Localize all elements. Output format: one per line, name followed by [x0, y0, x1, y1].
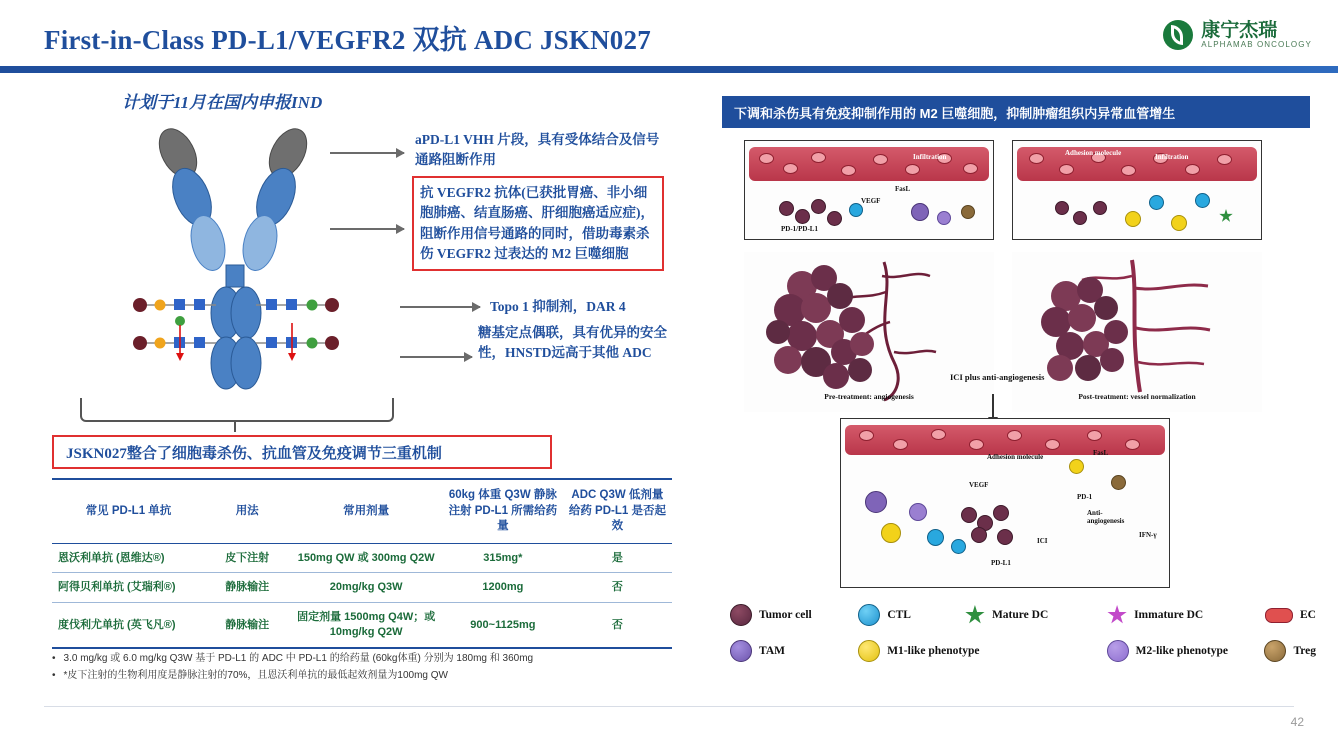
footer-divider	[44, 706, 1294, 707]
cell-effective: 是	[563, 543, 672, 573]
table-row	[52, 543, 672, 573]
label-ici: ICI	[1037, 537, 1048, 545]
tumor-cell-icon	[730, 604, 752, 626]
callout-arrow-1	[330, 152, 404, 154]
caption-pretreatment: Pre-treatment: angiogenesis	[824, 392, 914, 401]
page-number: 42	[1290, 715, 1304, 729]
callout-arrow-3	[400, 306, 480, 308]
legend-label: EC	[1300, 609, 1316, 621]
footnote-1: 3.0 mg/kg 或 6.0 mg/kg Q3W 基于 PD-L1 的 ADC 中 PD-L1 的给药量 (60kg体重) 分别为 180mg 和 360mg	[63, 653, 534, 664]
legend-label: Immature DC	[1134, 609, 1204, 621]
right-panel-banner: 下调和杀伤具有免疫抑制作用的 M2 巨噬细胞，抑制肿瘤组织内异常血管增生	[722, 96, 1310, 128]
label-vegf: VEGF	[861, 197, 881, 205]
logo-english-name: ALPHAMAB ONCOLOGY	[1201, 39, 1312, 49]
header-divider-inner	[0, 73, 1338, 75]
figure-legend	[730, 604, 1316, 676]
col-header-q3w-amount: 60kg 体重 Q3W 静脉注射 PD-L1 所需给药量	[448, 489, 558, 533]
label-vegf: VEGF	[969, 481, 989, 489]
cell-dose: 20mg/kg Q3W	[289, 573, 443, 603]
col-header-adc-effective: ADC Q3W 低剂量给药 PD-L1 是否起效	[568, 489, 666, 533]
company-logo	[1163, 20, 1312, 50]
blood-vessel-graphic	[845, 425, 1165, 455]
cell-dose: 固定剂量 1500mg Q4W；或 10mg/kg Q2W	[289, 603, 443, 648]
figure-panel-pre-immune	[744, 140, 994, 240]
tam-icon	[730, 640, 752, 662]
cell-amount: 1200mg	[443, 573, 563, 603]
page-title: First-in-Class PD-L1/VEGFR2 双抗 ADC JSKN027	[44, 25, 651, 55]
label-fasl: FasL	[895, 185, 911, 193]
callout-conjugation: 糖基定点偶联，具有优异的安全性，HNSTD远高于其他 ADC	[478, 325, 667, 361]
cell-amount: 900~1125mg	[443, 603, 563, 648]
col-header-drug: 常见 PD-L1 单抗	[85, 504, 172, 517]
callout-topo1: Topo 1 抑制剂，DAR 4	[490, 299, 626, 314]
cell-drug: 恩沃利单抗 (恩维达®)	[52, 543, 205, 573]
legend-label: CTL	[887, 609, 911, 621]
legend-label: Tumor cell	[759, 609, 812, 621]
antibody-schematic	[120, 125, 420, 415]
table-row	[52, 603, 672, 648]
figure-panel-posttreatment	[1012, 252, 1262, 412]
label-ici-plus-antiangiogenesis: ICI plus anti-angiogenesis	[950, 372, 1045, 382]
summary-brace-stem	[234, 420, 236, 432]
footnotes: • 3.0 mg/kg 或 6.0 mg/kg Q3W 基于 PD-L1 的 ADC 中 PD-L1 的给药量 (60kg体重) 分别为 180mg 和 360mg • *皮下注射的生物利用度是静脉注射的70%，且恩沃利单抗的最低起效剂量为100mg QW	[52, 650, 692, 684]
label-anti-angiogenesis: Anti-angiogenesis	[1087, 509, 1125, 526]
label-adhesion-molecule: Adhesion molecule	[987, 453, 1044, 461]
cell-drug: 度伐利尤单抗 (英飞凡®)	[52, 603, 205, 648]
logo-chinese-name: 康宁杰瑞	[1201, 19, 1278, 41]
label-pd1-pdl1: PD-1/PD-L1	[781, 225, 818, 233]
legend-label: Mature DC	[991, 609, 1049, 621]
label-adhesion-molecule: Adhesion molecule	[1065, 149, 1122, 157]
col-header-route: 用法	[235, 504, 259, 517]
figure-panel-mechanism-detail	[840, 418, 1170, 588]
m2-icon	[1107, 640, 1129, 662]
label-infiltration: Infiltration	[913, 153, 947, 161]
figure-panel-post-immune	[1012, 140, 1262, 240]
col-header-dose: 常用剂量	[343, 504, 390, 517]
callout-vegfr2: 抗 VEGFR2 抗体(已获批胃癌、非小细胞肺癌、结直肠癌、肝细胞癌适应症)，阻断作用信号通路的同时，借助毒素杀伤 VEGFR2 过表达的 M2 巨噬细胞	[412, 176, 664, 271]
caption-posttreatment: Post-treatment: vessel normalization	[1078, 392, 1196, 401]
cell-effective: 否	[563, 573, 672, 603]
callout-vhh: aPD-L1 VHH 片段，具有受体结合及信号通路阻断作用	[415, 132, 660, 168]
figure-down-arrow	[992, 394, 994, 418]
cell-amount: 315mg*	[443, 543, 563, 573]
figure-panel-pretreatment	[744, 252, 994, 412]
ec-icon	[1265, 608, 1293, 623]
legend-label: Treg	[1293, 645, 1317, 657]
ctl-icon	[858, 604, 880, 626]
label-fasl: FasL	[1093, 449, 1109, 457]
cell-route: 皮下注射	[205, 543, 289, 573]
cell-route: 静脉输注	[205, 603, 289, 648]
blood-vessel-graphic	[1017, 147, 1257, 181]
legend-label: M2-like phenotype	[1135, 645, 1228, 657]
table-row	[52, 573, 672, 603]
immature-dc-icon	[1107, 605, 1127, 625]
footnote-2: *皮下注射的生物利用度是静脉注射的70%，且恩沃利单抗的最低起效剂量为100mg QW	[63, 670, 448, 681]
header-divider	[0, 66, 1338, 73]
m1-icon	[858, 640, 880, 662]
callout-arrow-2	[330, 228, 404, 230]
label-infiltration: Infiltration	[1155, 153, 1189, 161]
logo-mark-icon	[1163, 20, 1193, 50]
mechanism-figure	[722, 136, 1310, 596]
treg-icon	[1264, 640, 1286, 662]
blood-vessel-graphic	[749, 147, 989, 181]
mechanism-highlight-box: JSKN027整合了细胞毒杀伤、抗血管及免疫调节三重机制	[52, 435, 552, 469]
mature-dc-icon	[965, 605, 985, 625]
table-header-row	[52, 479, 672, 543]
label-ifn-gamma: IFN-γ	[1139, 531, 1157, 539]
callout-arrow-4	[400, 356, 472, 358]
legend-label: TAM	[759, 645, 785, 657]
legend-label: M1-like phenotype	[887, 645, 980, 657]
label-pdl1: PD-L1	[991, 559, 1011, 567]
cell-route: 静脉输注	[205, 573, 289, 603]
pdl1-dosing-table	[52, 478, 672, 649]
cell-effective: 否	[563, 603, 672, 648]
cell-drug: 阿得贝利单抗 (艾瑞利®)	[52, 573, 205, 603]
summary-brace	[80, 398, 394, 422]
slide-header	[0, 0, 1338, 72]
label-pd1: PD-1	[1077, 493, 1093, 501]
cell-dose: 150mg QW 或 300mg Q2W	[289, 543, 443, 573]
plan-note: 计划于11月在国内申报IND	[122, 93, 323, 112]
